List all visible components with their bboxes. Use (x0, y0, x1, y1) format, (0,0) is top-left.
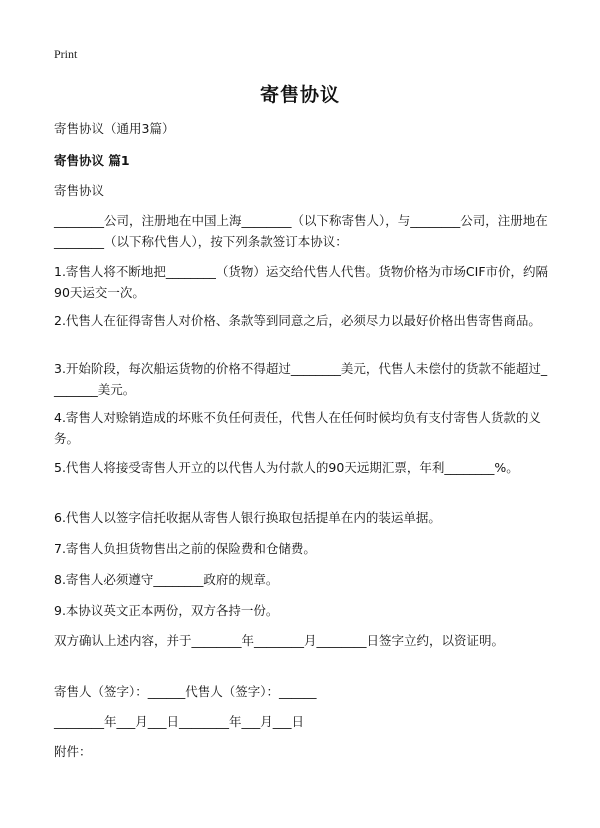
paragraph-clause-6: 6.代售人以签字信托收据从寄售人银行换取包括提单在内的装运单据。 (54, 510, 441, 525)
paragraph-parties: ________公司，注册地在中国上海________（以下称寄售人），与________公司，注册地在________（以下称代售人），按下列条款签订本协议： (54, 213, 548, 249)
paragraph-clause-9: 9.本协议英文正本两份，双方各持一份。 (54, 603, 279, 618)
paragraph-confirm: 双方确认上述内容，并于________年________月________日签字立约，以资证明。 (54, 633, 505, 648)
document-subtitle: 寄售协议（通用3篇） (54, 121, 175, 136)
paragraph-clause-7: 7.寄售人负担货物售出之前的保险费和仓储费。 (54, 541, 316, 556)
paragraph-clause-4: 4.寄售人对赊销造成的坏账不负任何责任，代售人在任何时候均负有支付寄售人货款的义务。 (54, 410, 541, 446)
document-title: 寄售协议 (259, 84, 340, 106)
paragraph-clause-2: 2.代售人在征得寄售人对价格、条款等到同意之后，必须尽力以最好价格出售寄售商品。 (54, 313, 541, 328)
paragraph-clause-5: 5.代售人将接受寄售人开立的以代售人为付款人的90天远期汇票，年利________%。 (54, 460, 519, 475)
signature-line: 寄售人（签字）：______代售人（签字）：______ (54, 684, 317, 699)
intro-label: 寄售协议 (54, 183, 105, 198)
print-link[interactable]: Print (54, 47, 78, 61)
paragraph-clause-8: 8.寄售人必须遵守________政府的规章。 (54, 572, 279, 587)
date-line: ________年___月___日________年___月___日 (54, 714, 305, 729)
section-heading: 寄售协议 篇1 (54, 153, 130, 168)
paragraph-clause-3: 3.开始阶段，每次船运货物的价格不得超过________美元，代售人未偿付的货款不能超过________美元。 (54, 361, 548, 397)
paragraph-clause-1: 1.寄售人将不断地把________（货物）运交给代售人代售。货物价格为市场CIF市价，约隔90天运交一次。 (54, 264, 549, 300)
attachment-label: 附件： (54, 744, 92, 759)
